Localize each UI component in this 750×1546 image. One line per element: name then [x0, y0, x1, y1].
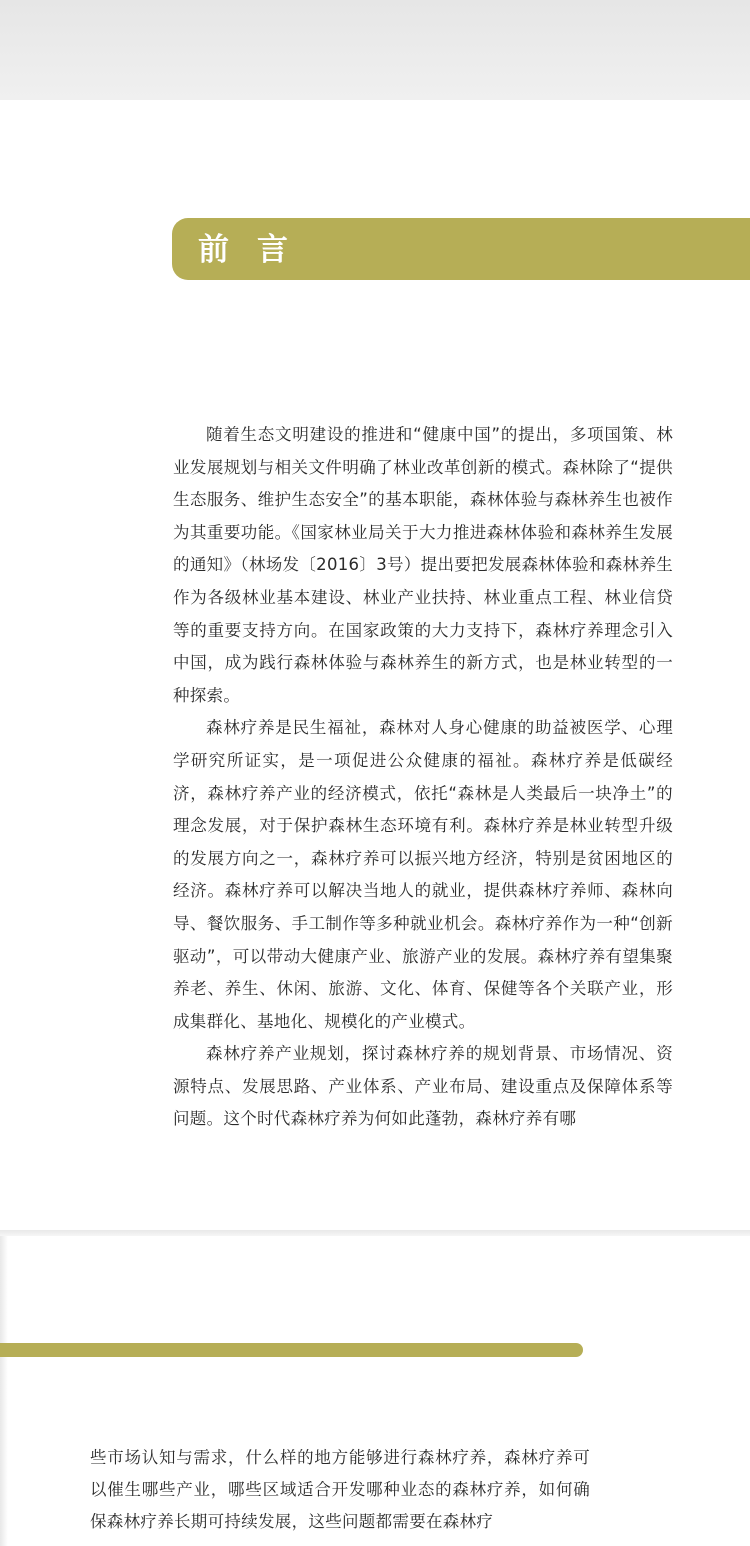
paragraph-2: 森林疗养是民生福祉，森林对人身心健康的助益被医学、心理学研究所证实，是一项促进公众健康的福祉。森林疗养是低碳经济，森林疗养产业的经济模式，依托“森林是人类最后一块净土”的理念发展，对于保护森林生态环境有利。森林疗养是林业转型升级的发展方向之一，森林疗养可以振兴地方经济，特别是贫困地区的经济。森林疗养可以解决当地人的就业，提供森林疗养师、森林向导、餐饮服务、手工制作等多种就业机会。森林疗养作为一种“创新驱动”，可以带动大健康产业、旅游产业的发展。森林疗养有望集聚养老、养生、休闲、旅游、文化、体育、保健等各个关联产业，形成集群化、基地化、规模化的产业模式。 — [173, 718, 673, 1031]
continued-body — [90, 1442, 590, 1538]
previous-page-edge — [0, 0, 750, 100]
preface-body — [173, 419, 673, 1136]
header-rule — [0, 1343, 583, 1357]
paragraph-3: 森林疗养产业规划，探讨森林疗养的规划背景、市场情况、资源特点、发展思路、产业体系、产业布局、建设重点及保障体系等问题。这个时代森林疗养为何如此蓬勃，森林疗养有哪 — [173, 1044, 673, 1129]
paragraph-1: 随着生态文明建设的推进和“健康中国”的提出，多项国策、林业发展规划与相关文件明确了林业改革创新的模式。森林除了“提供生态服务、维护生态安全”的基本职能，森林体验与森林养生也被作为其重要功能。《国家林业局关于大力推进森林体验和森林养生发展的通知》（林场发〔2016〕3号）提出要把发展森林体验和森林养生作为各级林业基本建设、林业产业扶持、林业重点工程、林业信贷等的重要支持方向。在国家政策的大力支持下，森林疗养理念引入中国，成为践行森林体验与森林养生的新方式，也是林业转型的一种探索。 — [173, 425, 673, 705]
paragraph-continued: 些市场认知与需求，什么样的地方能够进行森林疗养，森林疗养可以催生哪些产业，哪些区域适合开发哪种业态的森林疗养，如何确保森林疗养长期可持续发展，这些问题都需要在森林疗 — [90, 1448, 590, 1531]
page-title: 前言 — [198, 232, 316, 268]
page-fold-shadow — [0, 1236, 8, 1546]
